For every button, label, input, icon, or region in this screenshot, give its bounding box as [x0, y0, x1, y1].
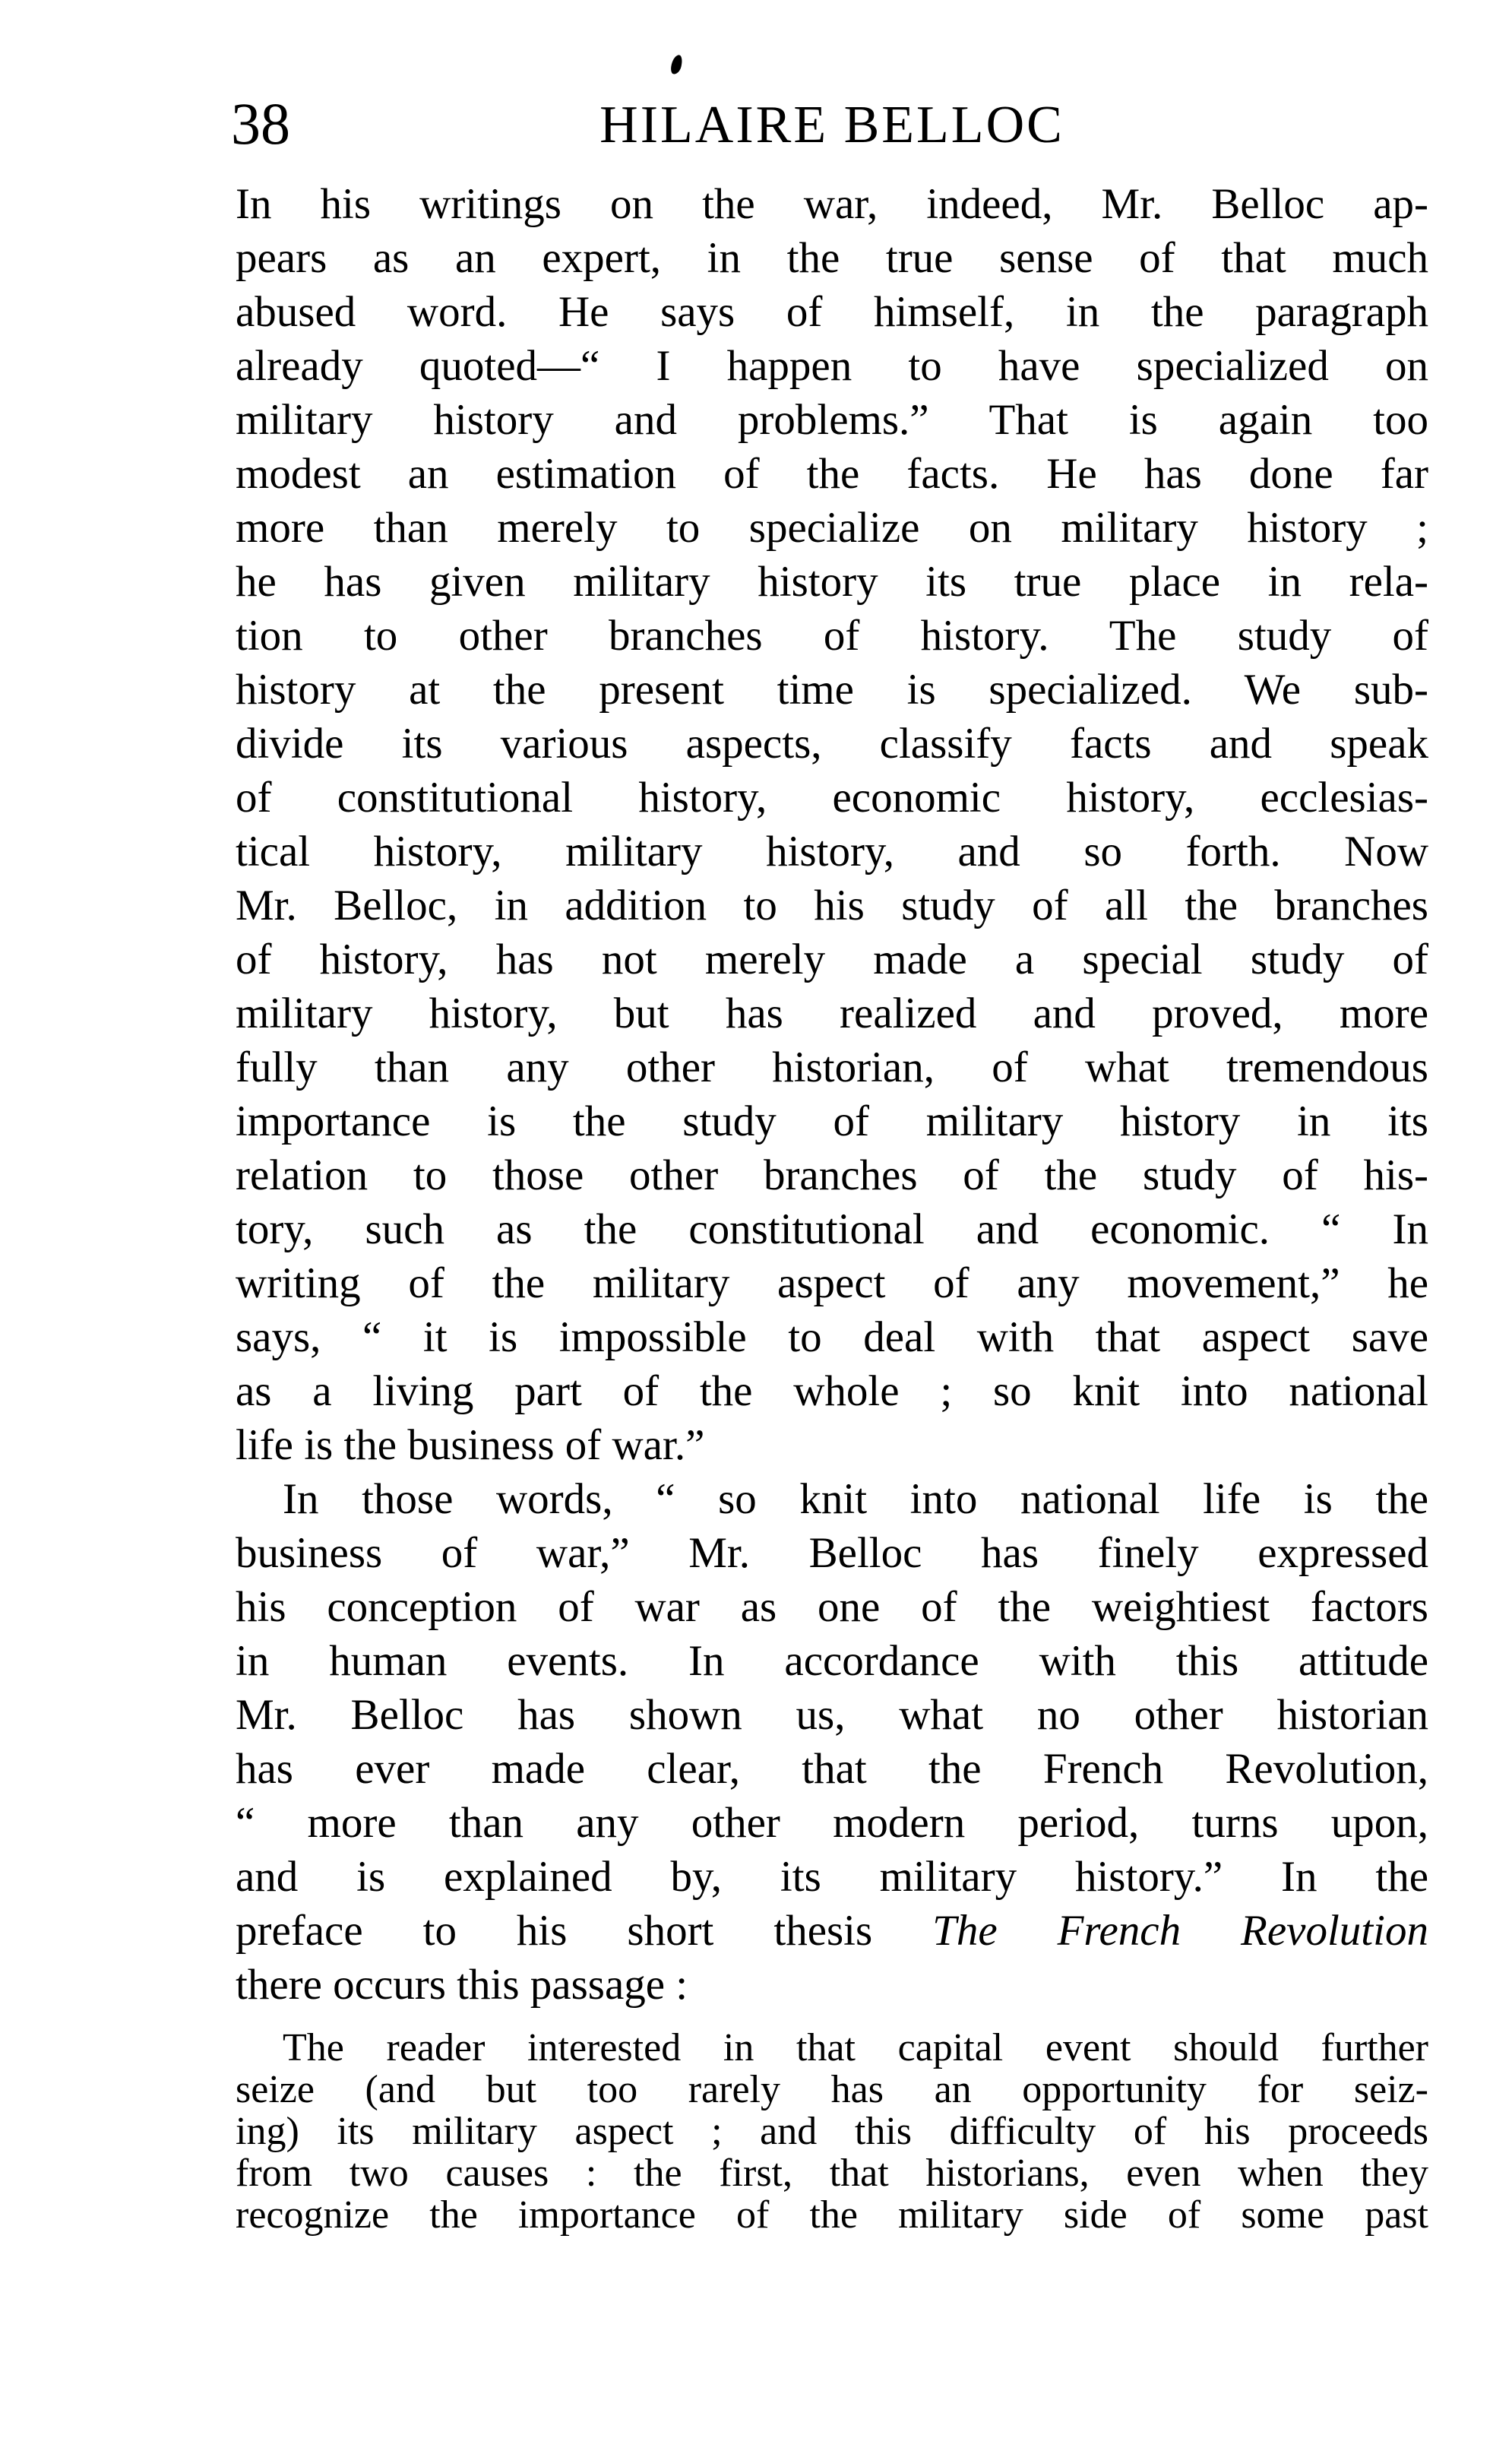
block-quote — [236, 2027, 1428, 2236]
text-line: In his writings on the war, indeed, Mr. Belloc ap- — [236, 180, 1428, 228]
paragraph — [236, 177, 1428, 1472]
text-line: life is the business of war.” — [236, 1421, 705, 1469]
text-line: of constitutional history, economic history, ecclesias- — [236, 774, 1428, 822]
text-line: ing) its military aspect ; and this difficulty of his proceeds — [236, 2110, 1428, 2153]
text-line: recognize the importance of the military side of some past — [236, 2193, 1428, 2237]
text-line: there occurs this passage : — [236, 1961, 688, 2009]
text-line: military history, but has realized and proved, more — [236, 990, 1428, 1037]
text-line: tical history, military history, and so forth. Now — [236, 828, 1428, 876]
text-line: more than merely to specialize on military history ; — [236, 504, 1428, 552]
text-line: The reader interested in that capital event should further — [283, 2026, 1428, 2069]
text-line: and is explained by, its military history.” In the — [236, 1853, 1428, 1901]
text-line: says, “ it is impossible to deal with that aspect save — [236, 1313, 1428, 1361]
text-line: fully than any other historian, of what tremendous — [236, 1043, 1428, 1091]
text-line: tion to other branches of history. The study of — [236, 612, 1428, 660]
text-line: in human events. In accordance with this attitude — [236, 1637, 1428, 1685]
text-line: “ more than any other modern period, turns upon, — [236, 1799, 1428, 1847]
text-line: military history and problems.” That is again too — [236, 396, 1428, 444]
text-line: abused word. He says of himself, in the paragraph — [236, 288, 1428, 336]
text-block — [236, 177, 1428, 2236]
text-line: Mr. Belloc has shown us, what no other historian — [236, 1691, 1428, 1739]
running-header: HILAIRE BELLOC — [599, 96, 1064, 154]
ink-speck — [669, 54, 684, 75]
text-line: seize (and but too rarely has an opportunity for seiz- — [236, 2068, 1428, 2111]
text-line: importance is the study of military history in its — [236, 1097, 1428, 1145]
text-line: pears as an expert, in the true sense of that much — [236, 234, 1428, 282]
text-line: modest an estimation of the facts. He has done far — [236, 450, 1428, 498]
text-line: relation to those other branches of the study of his- — [236, 1151, 1428, 1199]
text-line: from two causes : the first, that historians, even when they — [236, 2152, 1428, 2195]
text-line: tory, such as the constitutional and economic. “ In — [236, 1205, 1428, 1253]
text-line: as a living part of the whole ; so knit into national — [236, 1367, 1428, 1415]
text-line: divide its various aspects, classify facts and speak — [236, 720, 1428, 768]
italic-book-title: The French Revolution — [932, 1907, 1428, 1955]
text-line: he has given military history its true place in rela- — [236, 558, 1428, 606]
text-line: writing of the military aspect of any movement,” he — [236, 1259, 1428, 1307]
text-line: already quoted—“ I happen to have specialized on — [236, 342, 1428, 390]
paragraph — [236, 1472, 1428, 2012]
page-number: 38 — [231, 90, 290, 157]
text-line: preface to his short thesis The French Revolution — [236, 1907, 1428, 1955]
text-line: his conception of war as one of the weightiest factors — [236, 1583, 1428, 1631]
text-line: In those words, “ so knit into national life is the — [283, 1475, 1428, 1523]
text-line: history at the present time is specialized. We sub- — [236, 666, 1428, 714]
text-line: Mr. Belloc, in addition to his study of all the branches — [236, 882, 1428, 929]
text-line: business of war,” Mr. Belloc has finely expressed — [236, 1529, 1428, 1577]
text-line: of history, has not merely made a special study of — [236, 936, 1428, 983]
text-line: has ever made clear, that the French Revolution, — [236, 1745, 1428, 1793]
